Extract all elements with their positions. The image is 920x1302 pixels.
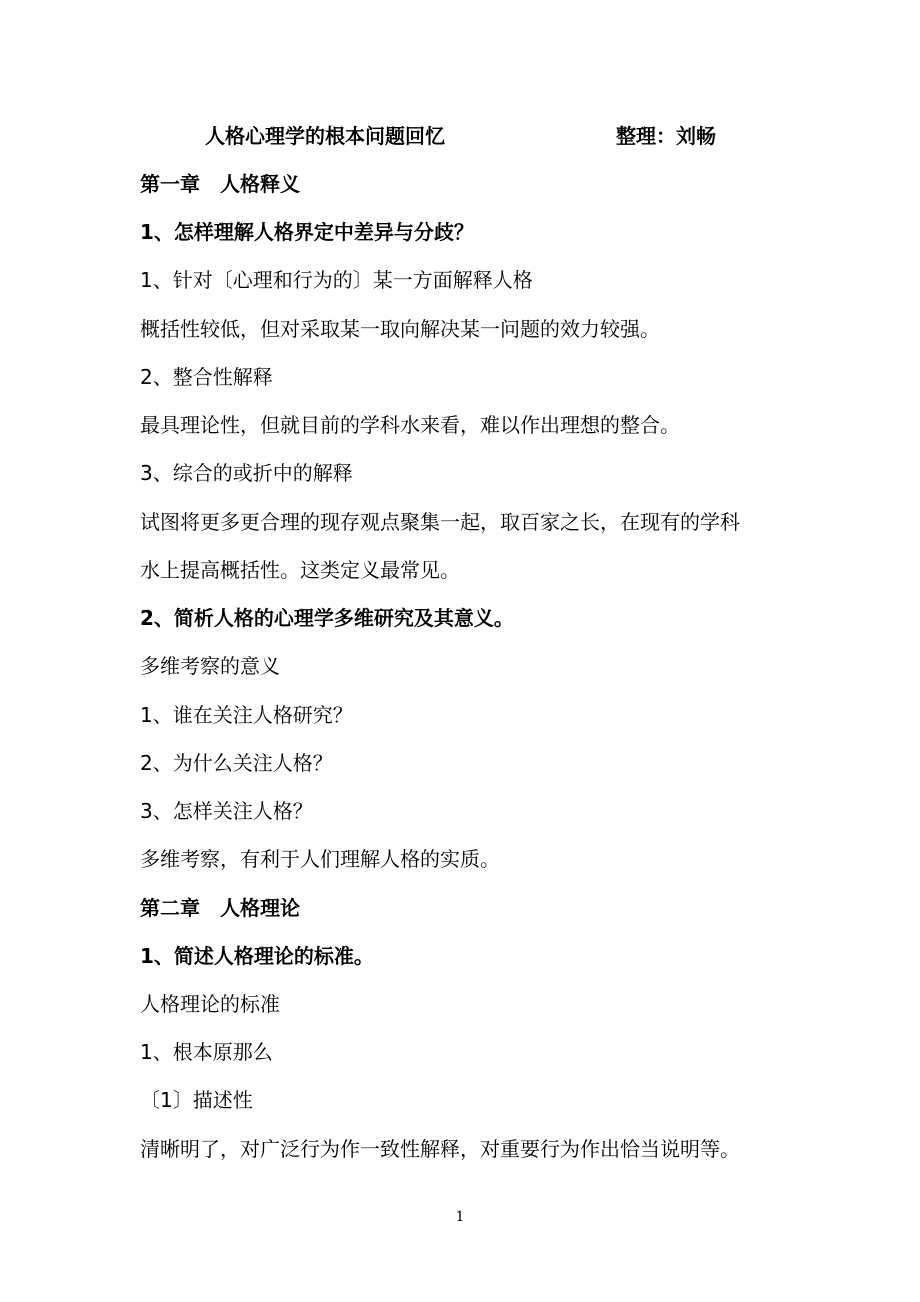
body-line: 多维考察的意义 [140, 654, 280, 678]
body-line: 试图将更多更合理的现存观点聚集一起，取百家之长，在现有的学科 [140, 510, 740, 534]
body-line: 1、谁在关注人格研究？ [140, 703, 353, 727]
body-line: 2、为什么关注人格？ [140, 751, 333, 775]
body-line: 1、根本原那么 [140, 1040, 273, 1064]
question-heading: 1、简述人格理论的标准。 [140, 944, 374, 968]
question-heading: 2、简析人格的心理学多维研究及其意义。 [140, 606, 514, 630]
body-line: 清晰明了，对广泛行为作一致性解释，对重要行为作出恰当说明等。 [140, 1137, 740, 1161]
body-line: 最具理论性，但就目前的学科水来看，难以作出理想的整合。 [140, 413, 680, 437]
body-line: 水上提高概括性。这类定义最常见。 [140, 558, 460, 582]
page-number: 1 [455, 1209, 465, 1225]
body-line: 人格理论的标准 [140, 992, 280, 1016]
body-line: 〔1〕描述性 [140, 1088, 253, 1112]
chapter-heading: 第二章 人格理论 [140, 896, 300, 920]
body-line: 3、综合的或折中的解释 [140, 461, 353, 485]
chapter-heading: 第一章 人格释义 [140, 172, 300, 196]
body-line: 1、针对〔心理和行为的〕某一方面解释人格 [140, 268, 533, 292]
body-line: 2、整合性解释 [140, 365, 273, 389]
body-line: 3、怎样关注人格？ [140, 799, 313, 823]
body-line: 概括性较低，但对采取某一取向解决某一问题的效力较强。 [140, 317, 660, 341]
question-heading: 1、怎样理解人格界定中差异与分歧？ [140, 220, 474, 244]
document-title: 人格心理学的根本问题回忆 [205, 124, 445, 148]
body-line: 多维考察，有利于人们理解人格的实质。 [140, 847, 500, 871]
editor-credit: 整理：刘畅 [616, 124, 716, 148]
